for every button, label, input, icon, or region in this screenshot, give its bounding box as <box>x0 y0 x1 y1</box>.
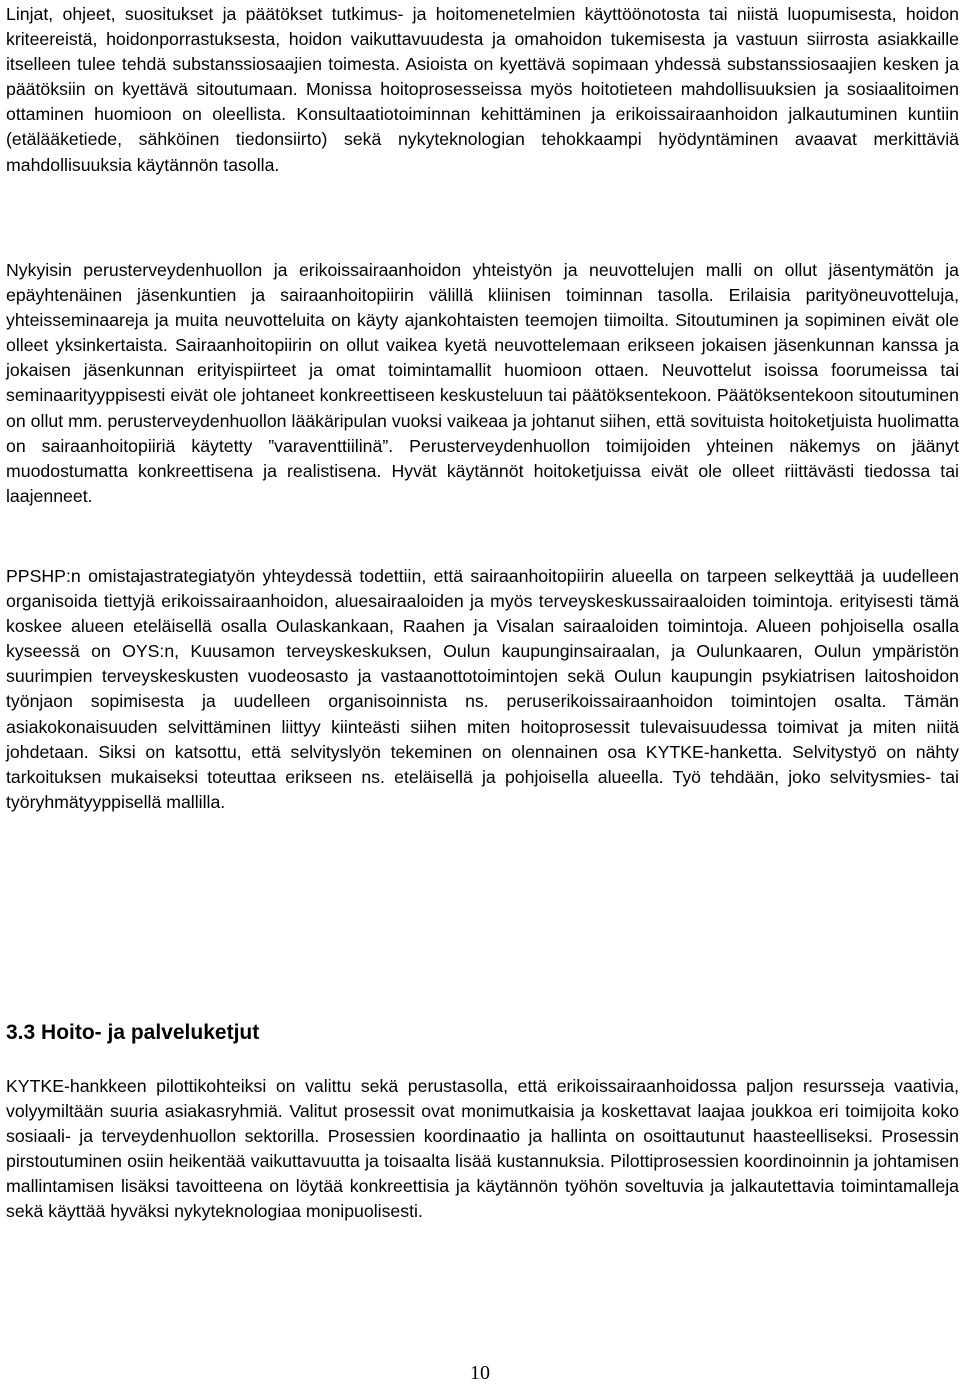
paragraph-guidelines: Linjat, ohjeet, suositukset ja päätökset tutkimus- ja hoitomenetelmien käyttöönotosta tai niistä luopumisesta, hoidon kriteereistä, hoidonporrastuksesta, hoidon vaikuttavuudesta ja omahoidon tukemisesta ja vastuun siirrosta asiakkaille itselleen tulee tehdä substanssiosaajien toimesta. Asioista on kyettävä sopimaan yhdessä substanssiosaajien kesken ja päätöksiin on kyettävä sitoutumaan. Monissa hoitoprosesseissa myös hoitotieteen mahdollisuuksien ja sosiaalitoimen ottaminen huomioon on oleellista. Konsultaatiotoiminnan kehittäminen ja erikoissairaanhoidon jalkautuminen kuntiin (etälääketiede, sähköinen tiedonsiirto) sekä nykyteknologian tehokkaampi hyödyntäminen avaavat merkittäviä mahdollisuuksia käytännön tasolla. <box>6 4 959 175</box>
paragraph-care-chains: KYTKE-hankkeen pilottikohteiksi on valittu sekä perustasolla, että erikoissairaanhoidossa paljon resursseja vaativia, volyymiltään suuria asiakasryhmiä. Valitut prosessit ovat monimutkaisia ja koskettavat laajaa joukkoa eri toimijoita koko sosiaali- ja terveydenhuollon sektorilla. Prosessien koordinaatio ja hallinta on osoittautunut haasteelliseksi. Prosessin pirstoutuminen osiin heikentää vaikuttavuutta ja toisaalta lisää kustannuksia. Pilottiprosessien koordinoinnin ja johtamisen mallintamisen lisäksi tavoitteena on löytää konkreettisia ja käytännön työhön soveltuvia ja jalkautettavia toimintamalleja sekä käyttää hyväksi nykyteknologiaa monipuolisesti. <box>6 1076 959 1222</box>
paragraph-cooperation: Nykyisin perusterveydenhuollon ja erikoissairaanhoidon yhteistyön ja neuvottelujen malli on ollut jäsentymätön ja epäyhtenäinen jäsenkuntien ja sairaanhoitopiirin välillä kliinisen toiminnan tasolla. Erilaisia parityöneuvotteluja, yhteisseminaareja ja muita neuvotteluita on käyty ajankohtaisten teemojen tiimoilta. Sitoutuminen ja sopiminen eivät ole olleet yksinkertaista. Sairaanhoitopiirin on ollut vaikea kyetä neuvottelemaan erikseen jokaisen jäsenkunnan kanssa ja jokaisen jäsenkunnan erityispiirteet ja omat toimintamallit huomioon ottaen. Neuvottelut isoissa foorumeissa tai seminaarityyppisesti eivät ole johtaneet konkreettiseen keskusteluun tai päätöksentekoon. Päätöksentekoon sitoutuminen on ollut mm. perusterveydenhuollon lääkäripulan vuoksi vaikeaa ja johtanut siihen, että sovituista hoitoketjuista huolimatta on sairaanhoitopiiriä käytetty ”varaventtiilinä”. Perusterveydenhuollon toimijoiden yhteinen näkemys on jäänyt muodostumatta konkreettisena ja realistisena. Hyvät käytännöt hoitoketjuissa eivät ole olleet riittävästi tiedossa tai laajenneet. <box>6 260 959 506</box>
page-number: 10 <box>470 1362 490 1384</box>
paragraph-strategy: PPSHP:n omistajastrategiatyön yhteydessä todettiin, että sairaanhoitopiirin alueella on tarpeen selkeyttää ja uudelleen organisoida tiettyjä erikoissairaanhoidon, aluesairaaloiden ja myös terveyskeskussairaaloiden toimintoja. erityisesti tämä koskee alueen eteläisellä osalla Oulaskankaan, Raahen ja Visalan sairaaloiden toimintoja. Alueen pohjoisella osalla kyseessä on OYS:n, Kuusamon terveyskeskuksen, Oulun kaupunginsairaalan, ja Oulunkaaren, Oulun ympäristön suurimpien terveyskeskusten vuodeosasto ja vastaanottotoimintojen sekä Oulun kaupungin psykiatrisen laitoshoidon työnjaon sopimisesta ja uudelleen organisoinnista ns. peruserikoissairaanhoidon toimintojen osalta. Tämän asiakokonaisuuden selvittäminen liittyy kiinteästi siihen miten hoitoprosessit tulevaisuudessa toimivat ja miten niitä johdetaan. Siksi on katsottu, että selvityslyön tekeminen on olennainen osa KYTKE-hanketta. Selvitystyö on nähty tarkoituksen mukaiseksi toteuttaa erikseen ns. eteläisellä ja pohjoisella alueella. Työ tehdään, joko selvitysmies- tai työryhmätyyppisellä mallilla. <box>6 566 959 812</box>
section-heading: 3.3 Hoito- ja palveluketjut <box>6 1021 260 1044</box>
